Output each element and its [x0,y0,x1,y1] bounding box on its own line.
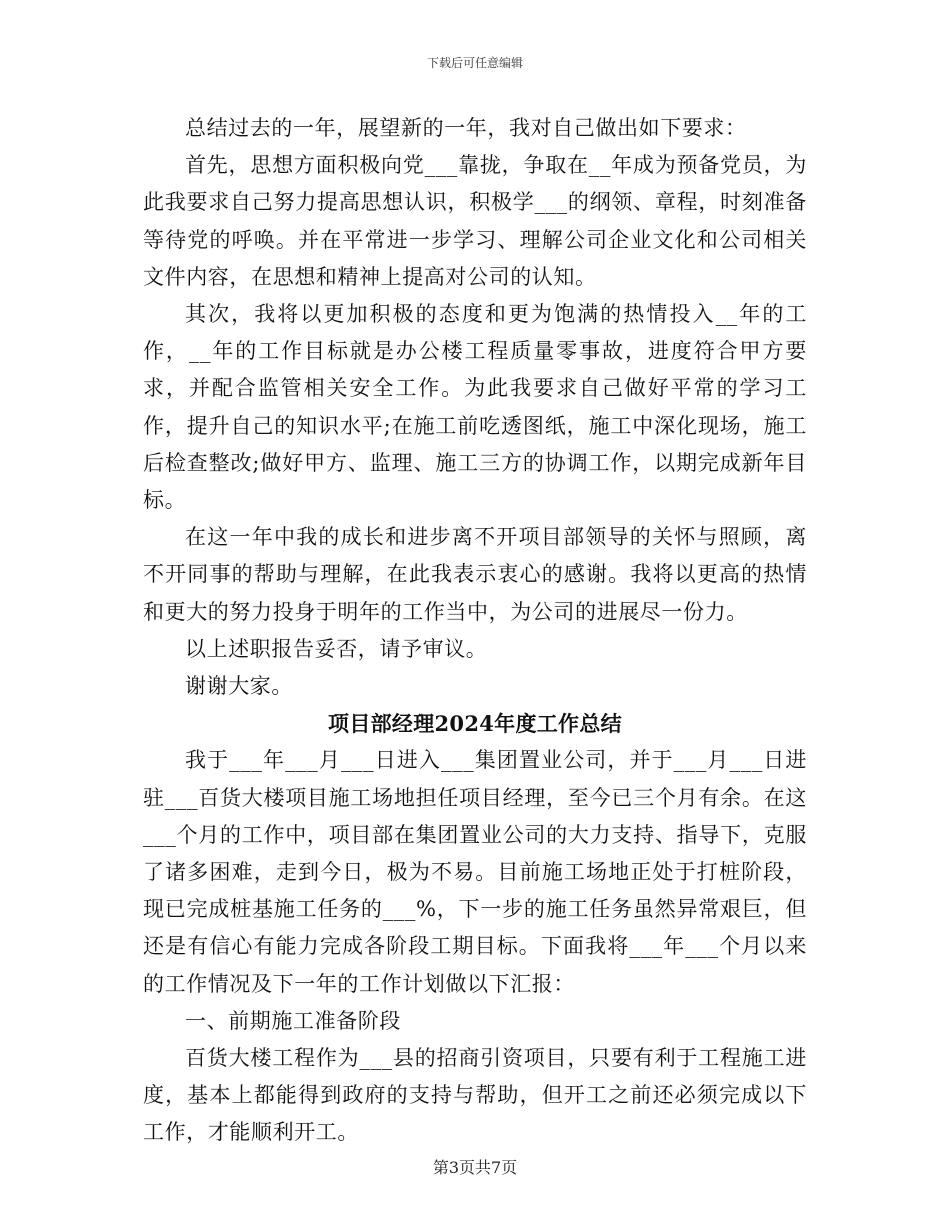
page-footer: 第3页共7页 [432,1158,518,1177]
paragraph-project-intro: 我于___年___月___日进入___集团置业公司，并于___月___日进驻___百货大楼项目施工场地担任项目经理，至今已三个月有余。在这___个月的工作中，项目部在集团置业公司的大力支持、指导下，克服了诸多困难，走到今日，极为不易。目前施工场地正处于打桩阶段，现已完成桩基施工任务的___%，下一步的施工任务虽然异常艰巨，但还是有信心有能力完成各阶段工期目标。下面我将___年___个月以来的工作情况及下一年的工作计划做以下汇报： [143,748,807,996]
paragraph-closing: 谢谢大家。 [185,674,293,699]
paragraph-ideology: 首先，思想方面积极向党___靠拢，争取在__年成为预备党员，为此我要求自己努力提高思想认识，积极学___的纲领、章程，时刻准备等待党的呼唤。并在平常进一步学习、理解公司企业文化和公司相关文件内容，在思想和精神上提高对公司的认知。 [143,153,807,289]
paragraph-review-request: 以上述职报告妥否，请予审议。 [185,636,488,661]
page-header-note: 下载后可任意编辑 [426,56,523,70]
section-title: 项目部经理2024年度工作总结 [328,711,622,737]
paragraph-thanks: 在这一年中我的成长和进步离不开项目部领导的关怀与照顾，离不开同事的帮助与理解，在此我表示衷心的感谢。我将以更高的热情和更大的努力投身于明年的工作当中，为公司的进展尽一份力。 [143,525,807,624]
document-body [143,110,807,1152]
paragraph-heading-preparation: 一、前期施工准备阶段 [185,1008,401,1033]
paragraph-work-goals: 其次，我将以更加积极的态度和更为饱满的热情投入__年的工作，__年的工作目标就是办公楼工程质量零事故，进度符合甲方要求，并配合监管相关安全工作。为此我要求自己做好平常的学习工作，提升自己的知识水平;在施工前吃透图纸，施工中深化现场，施工后检查整改;做好甲方、监理、施工三方的协调工作，以期完成新年目标。 [143,302,807,513]
paragraph-preparation-detail: 百货大楼工程作为___县的招商引资项目，只要有利于工程施工进度，基本上都能得到政府的支持与帮助，但开工之前还必须完成以下工作，才能顺利开工。 [143,1046,807,1145]
paragraph-summary-intro: 总结过去的一年，展望新的一年，我对自己做出如下要求： [185,116,747,140]
